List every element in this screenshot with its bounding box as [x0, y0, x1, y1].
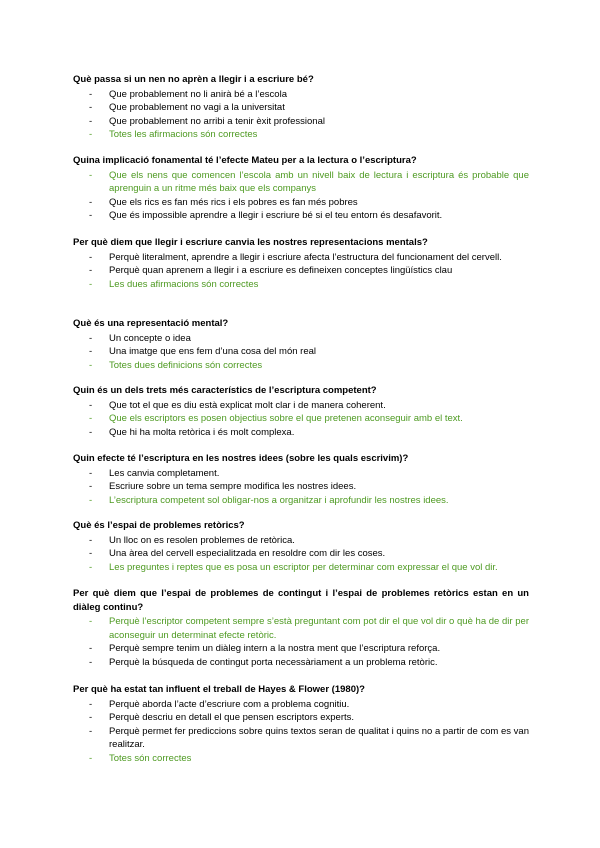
- correct-answer-item: - Que els escriptors es posen objectius sobre el que pretenen aconseguir amb el text.: [89, 413, 463, 424]
- answer-item: - Que probablement no vagi a la universitat: [89, 102, 285, 113]
- answer-text: Que els escriptors es posen objectius sobre el que pretenen aconseguir amb el text.: [109, 413, 463, 424]
- answer-item: - Perquè la búsqueda de contingut porta necessàriament a un problema retòric.: [89, 656, 438, 668]
- correct-answer-item: - Les dues afirmacions són correctes: [89, 278, 259, 290]
- correct-answer-item: - Perquè l’escriptor competent sempre s’està preguntant com pot dir el que vol dir o què ha de dir per aconseguir un determinat efecte retòric.: [89, 616, 529, 641]
- question-title: Què és una representació mental?: [73, 318, 229, 329]
- answer-text: Les preguntes i reptes que es posa un escriptor per determinar com expressar el que vol dir.: [109, 561, 498, 573]
- answer-text: Totes les afirmacions són correctes: [109, 129, 258, 140]
- question-block: [73, 519, 529, 574]
- correct-answer-item: - Totes les afirmacions són correctes: [89, 129, 258, 140]
- question-title: Quin efecte té l’escriptura en les nostres idees (sobre les quals escrivim)?: [73, 453, 409, 464]
- answer-text: Perquè literalment, aprendre a llegir i escriure afecta l’estructura del funcionament del cervell.: [109, 251, 502, 263]
- answer-text: Perquè aborda l’acte d’escriure com a problema cognitiu.: [109, 698, 350, 710]
- answer-text: Totes són correctes: [109, 752, 192, 764]
- correct-answer-item: - L’escriptura competent sol obligar-nos a organitzar i aprofundir les nostres idees.: [89, 494, 449, 506]
- question-block: [73, 154, 529, 223]
- question-block: [73, 683, 529, 765]
- question-title: Quin és un dels trets més característics de l’escriptura competent?: [73, 385, 377, 396]
- answer-text: Que probablement no arribi a tenir èxit professional: [109, 115, 325, 127]
- question-title: Per què diem que llegir i escriure canvia les nostres representacions mentals?: [73, 237, 428, 248]
- answer-text: Perquè quan aprenem a llegir i a escriure es defineixen conceptes lingüístics clau: [109, 265, 453, 276]
- answer-text: Que probablement no vagi a la universitat: [109, 102, 285, 113]
- question-block: [73, 587, 529, 669]
- answer-text: Una àrea del cervell especialitzada en resoldre com dir les coses.: [109, 548, 386, 559]
- answer-item: - Una àrea del cervell especialitzada en resoldre com dir les coses.: [89, 548, 386, 559]
- question-block: [73, 384, 529, 439]
- question-block: [73, 236, 529, 291]
- answer-text: Un concepte o idea: [109, 332, 191, 344]
- answer-text: Perquè la búsqueda de contingut porta necessàriament a un problema retòric.: [109, 656, 438, 668]
- answer-item: - Perquè permet fer prediccions sobre quins textos seran de qualitat i quins no a partir de com es van realitzar.: [89, 725, 529, 750]
- answer-item: - Escriure sobre un tema sempre modifica les nostres idees.: [89, 481, 357, 492]
- answer-item: - Perquè sempre tenim un diàleg intern a la nostra ment que l’escriptura reforça.: [89, 643, 441, 654]
- answer-text: Que és impossible aprendre a llegir i escriure bé si el teu entorn és desafavorit.: [109, 210, 443, 221]
- answer-text: Perquè descriu en detall el que pensen escriptors experts.: [109, 712, 355, 723]
- answer-text: Que els nens que comencen l’escola amb un nivell baix de lectura i escriptura és probable que aprenguin a un ritme més baix que els companys: [109, 169, 529, 194]
- answer-item: - Un lloc on es resolen problemes de retòrica.: [89, 534, 295, 546]
- answer-item: - Que és impossible aprendre a llegir i escriure bé si el teu entorn és desafavorit.: [89, 210, 443, 221]
- answer-item: - Perquè descriu en detall el que pensen escriptors experts.: [89, 712, 355, 723]
- answer-text: L’escriptura competent sol obligar-nos a organitzar i aprofundir les nostres idees.: [109, 494, 449, 506]
- question-block: [73, 73, 529, 142]
- answer-text: Perquè l’escriptor competent sempre s’està preguntant com pot dir el que vol dir o què ha de dir per aconseguir un determinat efecte retòric.: [109, 616, 529, 641]
- question-title: Per què diem que l’espai de problemes de contingut i l’espai de problemes retòrics estan en un diàleg continu?: [73, 588, 529, 613]
- answer-text: Les dues afirmacions són correctes: [109, 278, 259, 290]
- answer-item: - Que tot el que es diu està explicat molt clar i de manera coherent.: [89, 399, 386, 411]
- question-title: Què és l’espai de problemes retòrics?: [73, 520, 245, 531]
- question-block: [73, 452, 529, 507]
- answer-text: Perquè sempre tenim un diàleg intern a la nostra ment que l’escriptura reforça.: [109, 643, 441, 654]
- question-title: Quina implicació fonamental té l’efecte Mateu per a la lectura o l’escriptura?: [73, 155, 417, 166]
- answer-item: - Perquè literalment, aprendre a llegir i escriure afecta l’estructura del funcionament del cervell.: [89, 251, 502, 263]
- answer-item: - Una imatge que ens fem d’una cosa del món real: [89, 346, 317, 357]
- answer-item: - Les canvia completament.: [89, 467, 220, 479]
- answer-item: - Que probablement no li anirà bé a l’escola: [89, 88, 287, 100]
- correct-answer-item: - Que els nens que comencen l’escola amb un nivell baix de lectura i escriptura és probable que aprenguin a un ritme més baix que els companys: [89, 169, 529, 194]
- answer-item: - Que hi ha molta retòrica i és molt complexa.: [89, 426, 295, 438]
- answer-text: Escriure sobre un tema sempre modifica les nostres idees.: [109, 481, 357, 492]
- answer-item: - Un concepte o idea: [89, 332, 191, 344]
- answer-text: Les canvia completament.: [109, 467, 220, 479]
- answer-text: Una imatge que ens fem d’una cosa del món real: [109, 346, 317, 357]
- question-title: Què passa si un nen no aprèn a llegir i a escriure bé?: [73, 74, 314, 85]
- correct-answer-item: - Totes són correctes: [89, 752, 192, 764]
- answer-text: Que tot el que es diu està explicat molt clar i de manera coherent.: [109, 399, 386, 411]
- correct-answer-item: - Les preguntes i reptes que es posa un escriptor per determinar com expressar el que vol dir.: [89, 561, 498, 573]
- answer-text: Que els rics es fan més rics i els pobres es fan més pobres: [109, 196, 358, 208]
- question-block: [73, 317, 529, 372]
- answer-item: - Que els rics es fan més rics i els pobres es fan més pobres: [89, 196, 358, 208]
- answer-text: Que hi ha molta retòrica i és molt complexa.: [109, 426, 295, 438]
- answer-item: - Que probablement no arribi a tenir èxit professional: [89, 115, 325, 127]
- answer-text: Un lloc on es resolen problemes de retòrica.: [109, 534, 295, 546]
- correct-answer-item: - Totes dues definicions són correctes: [89, 359, 263, 371]
- answer-text: Totes dues definicions són correctes: [109, 359, 263, 371]
- question-title: Per què ha estat tan influent el treball de Hayes & Flower (1980)?: [73, 684, 365, 695]
- answer-text: Que probablement no li anirà bé a l’escola: [109, 88, 287, 100]
- answer-item: - Perquè aborda l’acte d’escriure com a problema cognitiu.: [89, 698, 350, 710]
- answer-item: - Perquè quan aprenem a llegir i a escriure es defineixen conceptes lingüístics clau: [89, 265, 453, 276]
- answer-text: Perquè permet fer prediccions sobre quins textos seran de qualitat i quins no a partir de com es van realitzar.: [109, 725, 529, 750]
